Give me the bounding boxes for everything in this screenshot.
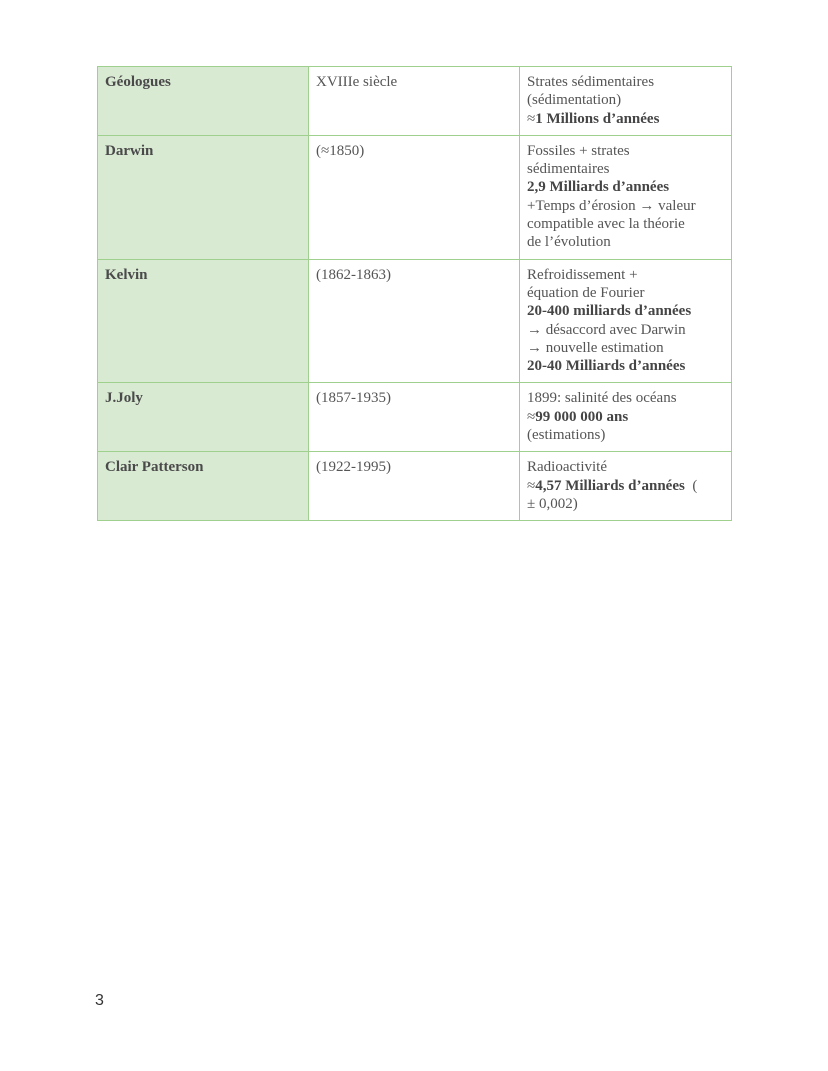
- earth-age-estimates-table: [97, 66, 732, 521]
- period-cell: (1862-1863): [309, 259, 520, 383]
- method-estimate-cell: [520, 135, 732, 259]
- description-text: → nouvelle estimation: [527, 339, 664, 356]
- description-text: ≈: [527, 408, 536, 425]
- description-text: Strates sédimentaires: [527, 74, 655, 90]
- cell-text-line: [527, 91, 724, 109]
- description-text: Refroidissement +: [527, 266, 638, 283]
- cell-text-line: [527, 357, 724, 375]
- cell-text-line: [527, 215, 724, 233]
- cell-text-line: [527, 477, 724, 495]
- method-estimate-cell: [520, 383, 732, 452]
- description-text: Fossiles + strates: [527, 142, 630, 159]
- cell-text-line: [527, 495, 724, 513]
- cell-text-line: [527, 284, 724, 302]
- cell-text-line: [527, 233, 724, 251]
- scientist-name-cell: Clair Patterson: [98, 452, 309, 521]
- description-text: (: [684, 477, 698, 494]
- table-body: [98, 67, 732, 521]
- estimate-value: 20-400 milliards d’années: [527, 303, 692, 320]
- cell-text-line: [527, 142, 724, 160]
- page-number: 3: [95, 992, 104, 1009]
- period-cell: XVIIIe siècle: [309, 67, 520, 136]
- estimate-value: 2,9 Milliards d’années: [527, 179, 670, 196]
- cell-text-line: [527, 426, 724, 444]
- cell-text-line: [527, 160, 724, 178]
- table-row: [98, 452, 732, 521]
- estimate-value: 20-40 Milliards d’années: [527, 358, 686, 375]
- description-text: ≈: [527, 110, 536, 127]
- table-row: [98, 259, 732, 383]
- description-text: compatible avec la théorie: [527, 216, 685, 233]
- cell-text-line: [527, 266, 724, 284]
- description-text: ± 0,002): [527, 495, 578, 512]
- cell-text-line: [527, 197, 724, 215]
- description-text: (estimations): [527, 427, 606, 444]
- cell-text-line: [527, 389, 724, 407]
- description-text: 1899: salinité des océans: [527, 390, 677, 407]
- estimate-value: 99 000 000 ans: [535, 408, 629, 425]
- estimate-value: 1 Millions d’années: [535, 110, 660, 127]
- cell-text-line: [527, 110, 724, 128]
- description-text: (sédimentation): [527, 92, 622, 109]
- table-row: [98, 135, 732, 259]
- table-row: [98, 383, 732, 452]
- period-cell: (1922-1995): [309, 452, 520, 521]
- method-estimate-cell: [520, 67, 732, 136]
- scientist-name-cell: J.Joly: [98, 383, 309, 452]
- description-text: +Temps d’érosion → valeur: [527, 197, 696, 214]
- period-cell: (1857-1935): [309, 383, 520, 452]
- cell-text-line: [527, 302, 724, 320]
- method-estimate-cell: [520, 259, 732, 383]
- cell-text-line: [527, 73, 724, 91]
- description-text: de l’évolution: [527, 234, 611, 251]
- description-text: → désaccord avec Darwin: [527, 321, 686, 338]
- cell-text-line: [527, 408, 724, 426]
- cell-text-line: [527, 339, 724, 357]
- description-text: équation de Fourier: [527, 284, 645, 301]
- description-text: sédimentaires: [527, 161, 610, 178]
- scientist-name-cell: Darwin: [98, 135, 309, 259]
- period-cell: (≈1850): [309, 135, 520, 259]
- method-estimate-cell: [520, 452, 732, 521]
- description-text: Radioactivité: [527, 459, 607, 476]
- description-text: ≈: [527, 477, 536, 494]
- scientist-name-cell: Géologues: [98, 67, 309, 136]
- cell-text-line: [527, 178, 724, 196]
- table-row: [98, 67, 732, 136]
- estimate-value: 4,57 Milliards d’années: [535, 477, 685, 494]
- cell-text-line: [527, 321, 724, 339]
- cell-text-line: [527, 458, 724, 476]
- scientist-name-cell: Kelvin: [98, 259, 309, 383]
